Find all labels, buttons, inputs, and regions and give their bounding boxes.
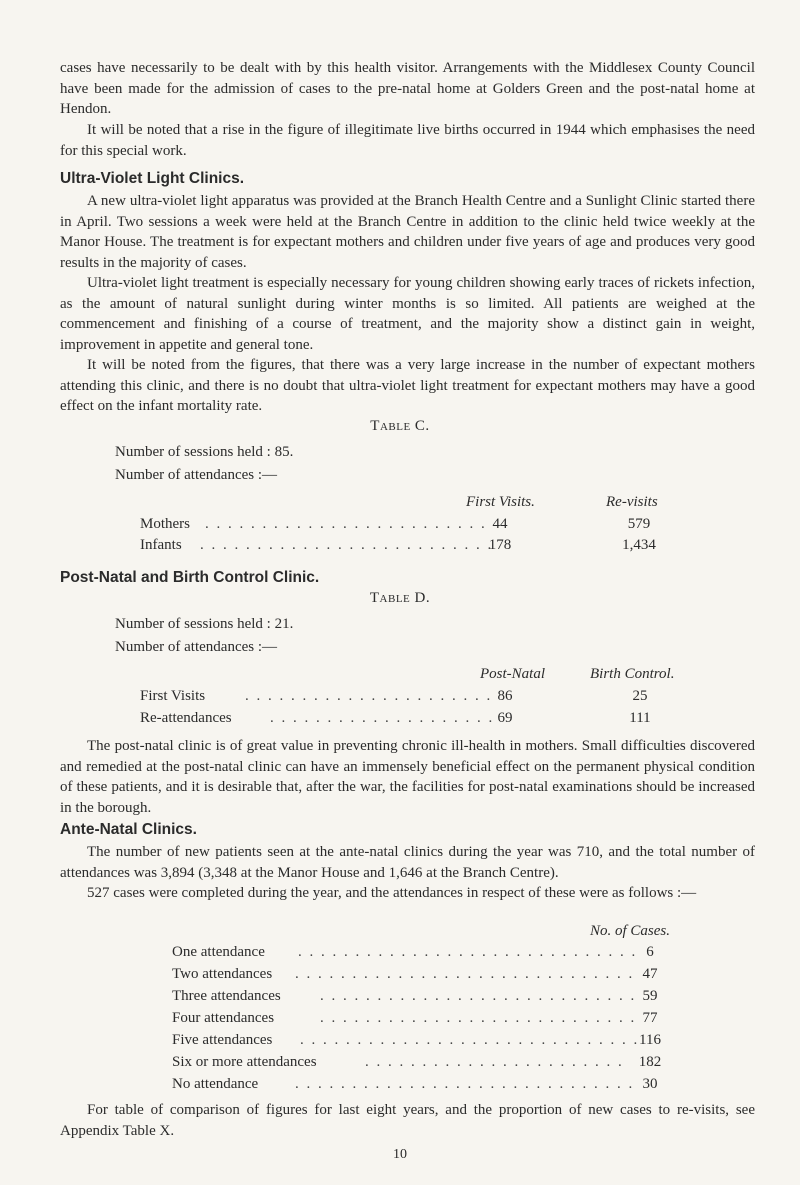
row-label: Two attendances	[172, 966, 273, 982]
paragraph-uv-figures: It will be noted from the figures, that there was a very large increase in the number of expectant mothers attending this clinic, and there is no doubt that ultra-violet light treatment for expectant mothers may have a good effect on the infant mortality rate.	[60, 357, 755, 414]
cell-value: 86	[497, 688, 513, 704]
table-e-col-cases: No. of Cases.	[590, 923, 671, 939]
table-c-sessions: Number of sessions held : 85.	[115, 444, 294, 460]
cell-value: 69	[497, 710, 513, 726]
leader-dots: . . . . . . . . . . . . . . . . . . . . . . . . . . . .	[320, 1010, 637, 1026]
row-label: Six or more attendances	[172, 1054, 317, 1070]
leader-dots: . . . . . . . . . . . . . . . . . . . . . .	[245, 688, 493, 704]
table-c-caption: Table C.	[370, 418, 430, 434]
leader-dots: . . . . . . . . . . . . . . . . . . . . . . . . .	[205, 516, 487, 532]
page-number: 10	[393, 1147, 407, 1162]
cell-value: 178	[488, 537, 512, 553]
cell-value: 30	[642, 1076, 658, 1092]
cell-value: 116	[639, 1032, 661, 1048]
leader-dots: . . . . . . . . . . . . . . . . . . . . . . .	[365, 1054, 624, 1070]
paragraph-post-natal: The post-natal clinic is of great value in preventing chronic ill-health in mothers. Small difficulties discovered and remedied at the post-natal clinic can have an immensely beneficial effect on the permanent physical condition of these patients, and it is desirable that, after the war, the facilities for post-natal examinations should be increased in the borough.	[60, 738, 755, 816]
cell-value: 579	[627, 516, 651, 532]
table-d-attendances: Number of attendances :—	[115, 639, 278, 655]
heading-ante-natal: Ante-Natal Clinics.	[60, 821, 197, 838]
row-label: Four attendances	[172, 1010, 275, 1026]
leader-dots: . . . . . . . . . . . . . . . . . . . . . . . . . . . .	[320, 988, 637, 1004]
row-label: No attendance	[172, 1076, 259, 1092]
table-d-col-postnatal: Post-Natal	[480, 666, 546, 682]
cell-value: 25	[632, 688, 648, 704]
row-label: Re-attendances	[140, 710, 232, 726]
leader-dots: . . . . . . . . . . . . . . . . . . . .	[270, 710, 495, 726]
paragraph-uv-apparatus: A new ultra-violet light apparatus was provided at the Branch Health Centre and a Sunlight Clinic started there in April. Two sessions a week were held at the Branch Centre in addition to the clinic held twice weekly at the Manor House. The treatment is for expectant mothers and children under five years of age and produces very good results in the majority of cases.	[60, 193, 755, 271]
leader-dots: . . . . . . . . . . . . . . . . . . . . . . . . . . . . . .	[295, 1076, 635, 1092]
row-label: Three attendances	[172, 988, 281, 1004]
paragraph-uv-treatment: Ultra-violet light treatment is especially necessary for young children showing early traces of rickets infection, as the amount of natural sunlight during winter months is so limited. All patients are weighed at the commencement and finishing of a course of treatment, and the majority show a distinct gain in weight, improvement in appetite and general tone.	[60, 275, 755, 353]
paragraph-appendix-ref: For table of comparison of figures for last eight years, and the proportion of new cases to re-visits, see Appendix Table X.	[60, 1102, 755, 1139]
cell-value: 77	[642, 1010, 658, 1026]
paragraph-illegitimate: It will be noted that a rise in the figure of illegitimate live births occurred in 1944 which emphasises the need for this special work.	[60, 122, 755, 159]
table-c-col-first: First Visits.	[466, 494, 535, 510]
cell-value: 111	[629, 710, 651, 726]
heading-ultra-violet: Ultra-Violet Light Clinics.	[60, 170, 245, 187]
cell-value: 182	[638, 1054, 662, 1070]
table-c-attendances: Number of attendances :—	[115, 467, 278, 483]
row-label: Five attendances	[172, 1032, 273, 1048]
cell-value: 6	[646, 944, 654, 960]
paragraph-cases-completed: 527 cases were completed during the year, and the attendances in respect of these were as follows :—	[87, 885, 697, 901]
table-d-sessions: Number of sessions held : 21.	[115, 616, 294, 632]
cell-value: 1,434	[622, 537, 656, 553]
cell-value: 44	[492, 516, 508, 532]
paragraph-intro: cases have necessarily to be dealt with by this health visitor. Arrangements with the Middlesex County Council have been made for the admission of cases to the pre-natal home at Golders Green and the post-natal home at Hendon.	[60, 60, 755, 117]
leader-dots: . . . . . . . . . . . . . . . . . . . . . . . . . . . . . .	[298, 944, 638, 960]
row-label: First Visits	[140, 688, 206, 704]
table-d-caption: Table D.	[369, 590, 431, 606]
row-label: Infants	[140, 537, 182, 553]
leader-dots: . . . . . . . . . . . . . . . . . . . . . . . . . . . . . .	[300, 1032, 640, 1048]
leader-dots: . . . . . . . . . . . . . . . . . . . . . . . . . . . . . .	[295, 966, 635, 982]
cell-value: 59	[642, 988, 658, 1004]
row-label: Mothers	[140, 516, 190, 532]
paragraph-ante-natal: The number of new patients seen at the ante-natal clinics during the year was 710, and the total number of attendances was 3,894 (3,348 at the Manor House and 1,646 at the Branch Centre).	[60, 844, 755, 881]
heading-post-natal: Post-Natal and Birth Control Clinic.	[60, 569, 320, 586]
cell-value: 47	[642, 966, 658, 982]
table-d-col-birthcontrol: Birth Control.	[590, 666, 675, 682]
table-c-col-revisits: Re-visits	[606, 494, 658, 510]
row-label: One attendance	[172, 944, 265, 960]
leader-dots: . . . . . . . . . . . . . . . . . . . . . . . . . .	[200, 537, 494, 553]
